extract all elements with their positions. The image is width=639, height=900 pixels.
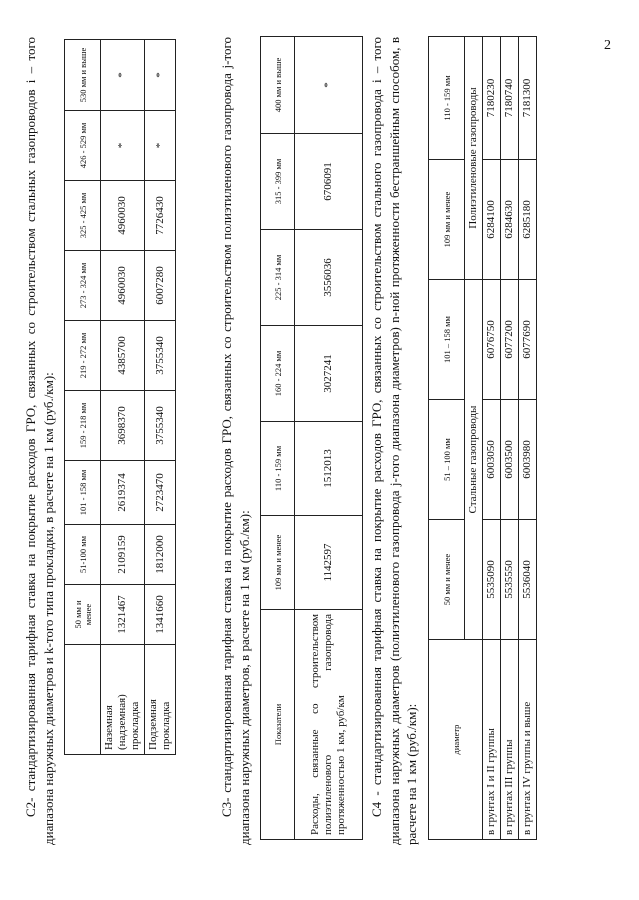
table-cell: * [295, 37, 363, 134]
c4-header: диаметр [429, 640, 483, 840]
c3-table [260, 36, 363, 840]
c2-header: 101 - 158 мм [65, 461, 101, 525]
c2-header: 426 - 529 мм [65, 111, 101, 181]
table-cell: * [145, 111, 176, 181]
table-row [145, 40, 176, 755]
table-row [501, 37, 519, 840]
table-cell: 3027241 [295, 326, 363, 422]
c3-header: 160 - 224 мм [261, 326, 295, 422]
table-cell: 1512013 [295, 422, 363, 516]
row-label: Подземная прокладка [145, 645, 176, 755]
row-label: Расходы, связанные со строительством полиэтиленового газопровода протяженностью 1 км, руб/км [295, 610, 363, 840]
c2-header: 159 - 218 мм [65, 391, 101, 461]
c3-header: 225 - 314 мм [261, 230, 295, 326]
table-cell: 4960030 [101, 251, 145, 321]
table-cell: 1341660 [145, 585, 176, 645]
table-cell: 7180230 [483, 37, 501, 160]
table-cell: 6706091 [295, 134, 363, 230]
row-label: в грунтах I и II группы [483, 640, 501, 840]
table-cell: 6003050 [483, 400, 501, 520]
c4-header: 101 – 158 мм [429, 280, 465, 400]
table-cell: 3755340 [145, 391, 176, 461]
table-cell: 7181300 [519, 37, 537, 160]
c3-header: 110 - 159 мм [261, 422, 295, 516]
table-cell: 1812000 [145, 525, 176, 585]
steel-pipes-label: Стальные газопроводы [465, 280, 483, 640]
row-label: в грунтах III группы [501, 640, 519, 840]
table-cell: 1321467 [101, 585, 145, 645]
table-cell: 3755340 [145, 321, 176, 391]
table-cell: 6003500 [501, 400, 519, 520]
c2-header: 530 мм и выше [65, 40, 101, 111]
c3-header: 400 мм и выше [261, 37, 295, 134]
c3-paragraph: С3- стандартизированная тарифная ставка на покрытие расходов ГРО, связанных со строительством полиэтиленового газопровода j-того диапазона наружных диаметров, в расчете на 1 км (руб./км): [219, 37, 252, 845]
table-cell: 3698370 [101, 391, 145, 461]
c2-table [64, 39, 176, 755]
table-cell: 6077690 [519, 280, 537, 400]
c3-header: Показатели [261, 610, 295, 840]
c4-header-row [429, 37, 465, 840]
rotated-page-content [10, 15, 610, 865]
table-row [295, 37, 363, 840]
c2-header: 273 - 324 мм [65, 251, 101, 321]
c3-header: 315 - 399 мм [261, 134, 295, 230]
table-cell: * [101, 111, 145, 181]
c2-header: 50 мм и менее [65, 585, 101, 645]
table-cell: 5536040 [519, 520, 537, 640]
table-cell: 6076750 [483, 280, 501, 400]
table-cell: 5535090 [483, 520, 501, 640]
c4-header: 51 – 100 мм [429, 400, 465, 520]
table-cell: 6284630 [501, 160, 519, 280]
table-cell: 2619374 [101, 461, 145, 525]
c2-header [65, 645, 101, 755]
c4-header: 109 мм и менее [429, 160, 465, 280]
table-row [101, 40, 145, 755]
row-label: в грунтах IV группы и выше [519, 640, 537, 840]
table-cell: * [101, 40, 145, 111]
table-cell: 4385700 [101, 321, 145, 391]
c2-paragraph: С2- стандартизированная тарифная ставка на покрытие расходов ГРО, связанных со строительством стальных газопроводов i – того диапазона наружных диаметров и k-того типа прокладки, в расчете на 1 км (руб./км): [23, 37, 56, 845]
table-cell: 6007280 [145, 251, 176, 321]
table-cell: 5535550 [501, 520, 519, 640]
c2-header: 51-100 мм [65, 525, 101, 585]
table-cell: 3556036 [295, 230, 363, 326]
row-label: Наземная (надземная) прокладка [101, 645, 145, 755]
table-cell: 4960030 [101, 181, 145, 251]
table-row [519, 37, 537, 840]
page-number: 2 [604, 38, 611, 53]
table-cell: 7726430 [145, 181, 176, 251]
table-cell: 6077200 [501, 280, 519, 400]
table-cell: 2723470 [145, 461, 176, 525]
table-cell: * [145, 40, 176, 111]
c2-header: 219 - 272 мм [65, 321, 101, 391]
table-cell: 1142597 [295, 516, 363, 610]
c4-table [428, 36, 537, 840]
poly-pipes-label: Полиэтиленовые газопроводы [465, 37, 483, 280]
table-cell: 2109159 [101, 525, 145, 585]
table-cell: 6285180 [519, 160, 537, 280]
c3-header-row [261, 37, 295, 840]
table-cell: 6284100 [483, 160, 501, 280]
table-row [483, 37, 501, 840]
table-cell: 7180740 [501, 37, 519, 160]
c3-header: 109 мм и менее [261, 516, 295, 610]
c4-header: 110 - 159 мм [429, 37, 465, 160]
c4-paragraph: С4 - стандартизированная тарифная ставка на покрытие расходов ГРО, связанных со строительством стального газопровода i – того диапазона наружных диаметров (полиэтиленового газопровода j-того диапазона диаметров) n-ной протяженности бестраншейным способом, в расчете на 1 км (руб./км): [369, 37, 419, 845]
c2-header-row [65, 40, 101, 755]
c4-header: 50 мм и менее [429, 520, 465, 640]
table-cell: 6003980 [519, 400, 537, 520]
c2-header: 325 - 425 мм [65, 181, 101, 251]
